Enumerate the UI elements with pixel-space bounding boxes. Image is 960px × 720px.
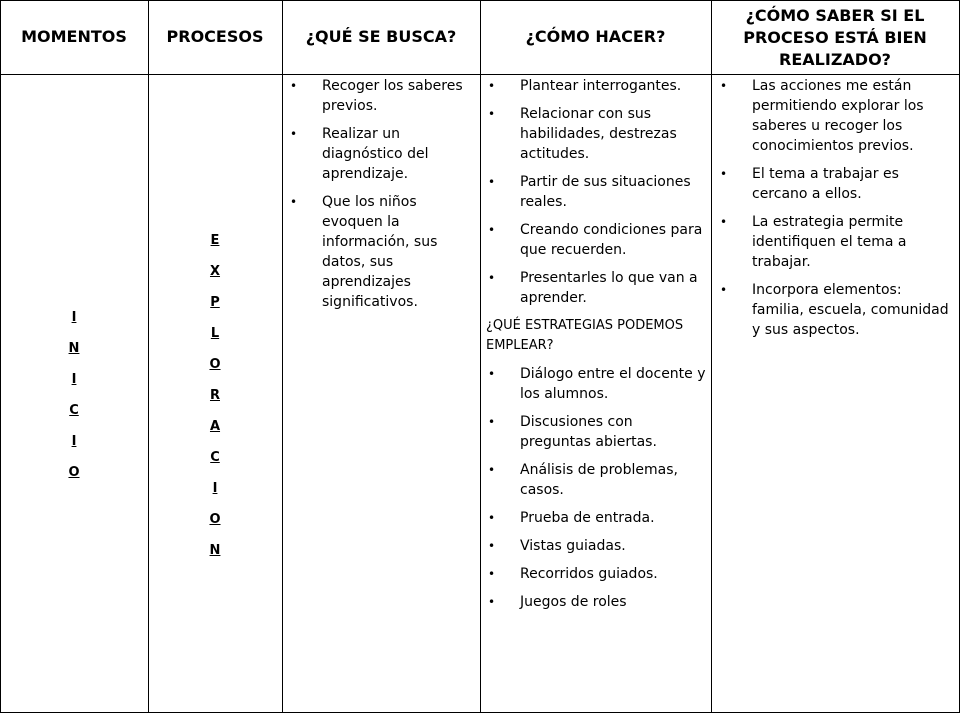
list-item: • Recorridos guiados. xyxy=(486,564,708,584)
list-item: • Prueba de entrada. xyxy=(486,508,708,528)
momento-letter: I xyxy=(71,434,77,449)
header-como-saber-line1: ¿CÓMO SABER SI EL xyxy=(745,6,925,25)
proceso-letter: L xyxy=(210,326,220,341)
momento-letter: C xyxy=(69,403,79,418)
list-item: • Relacionar con sus habilidades, destrezas actitudes. xyxy=(486,104,708,164)
col-divider-3 xyxy=(282,0,283,713)
list-item: • El tema a trabajar es cercano a ellos. xyxy=(718,164,954,204)
list-item: • Incorpora elementos: familia, escuela, comunidad y sus aspectos. xyxy=(718,280,954,340)
list-item: • Análisis de problemas, casos. xyxy=(486,460,708,500)
proceso-letter: P xyxy=(210,295,220,310)
col-divider-4 xyxy=(480,0,481,713)
proceso-letter: N xyxy=(209,543,221,558)
estrategias-subheading: ¿QUÉ ESTRATEGIAS PODEMOS EMPLEAR? xyxy=(486,318,684,353)
momento-letter: N xyxy=(68,341,80,356)
list-item: • Recoger los saberes previos. xyxy=(288,76,474,116)
como-saber-list xyxy=(718,76,954,348)
header-como-saber-line3: REALIZADO? xyxy=(779,50,891,69)
proceso-letter: A xyxy=(209,419,221,434)
momento-letter: O xyxy=(68,465,80,480)
header-procesos xyxy=(148,0,282,74)
list-item: • Juegos de roles xyxy=(486,592,708,612)
proceso-vertical-word xyxy=(148,225,282,566)
como-hacer-list xyxy=(486,76,708,620)
list-item: • Presentarles lo que van a aprender. xyxy=(486,268,708,308)
proceso-letter: I xyxy=(212,481,218,496)
momento-vertical-word xyxy=(0,302,148,488)
momento-letter: I xyxy=(71,310,77,325)
list-item: • Creando condiciones para que recuerden. xyxy=(486,220,708,260)
proceso-letter: O xyxy=(209,357,221,372)
list-item: • Plantear interrogantes. xyxy=(486,76,708,96)
proceso-letter: C xyxy=(210,450,220,465)
list-item: • Las acciones me están permitiendo explorar los saberes u recoger los conocimientos previos. xyxy=(718,76,954,156)
momento-letter: I xyxy=(71,372,77,387)
header-momentos xyxy=(0,0,148,74)
proceso-letter: R xyxy=(209,388,220,403)
que-se-busca-list xyxy=(288,76,474,320)
header-momentos-label: MOMENTOS xyxy=(21,27,127,46)
list-item: • Discusiones con preguntas abiertas. xyxy=(486,412,708,452)
header-como-hacer xyxy=(480,0,711,74)
list-item: • Partir de sus situaciones reales. xyxy=(486,172,708,212)
list-item: • Diálogo entre el docente y los alumnos. xyxy=(486,364,708,404)
col-divider-5 xyxy=(711,0,712,713)
header-como-saber-line2: PROCESO ESTÁ BIEN xyxy=(743,28,927,47)
list-item: • La estrategia permite identifiquen el tema a trabajar. xyxy=(718,212,954,272)
header-como-saber xyxy=(711,0,959,74)
header-como-hacer-label: ¿CÓMO HACER? xyxy=(525,27,666,46)
header-que-se-busca-label: ¿QUÉ SE BUSCA? xyxy=(305,27,457,46)
proceso-letter: X xyxy=(209,264,221,279)
proceso-letter: E xyxy=(210,233,220,248)
header-procesos-label: PROCESOS xyxy=(166,27,264,46)
proceso-letter: O xyxy=(209,512,221,527)
header-que-se-busca xyxy=(282,0,480,74)
list-item: • Realizar un diagnóstico del aprendizaje. xyxy=(288,124,474,184)
list-item: • Vistas guiadas. xyxy=(486,536,708,556)
list-item: • Que los niños evoquen la información, sus datos, sus aprendizajes significativos. xyxy=(288,192,474,312)
